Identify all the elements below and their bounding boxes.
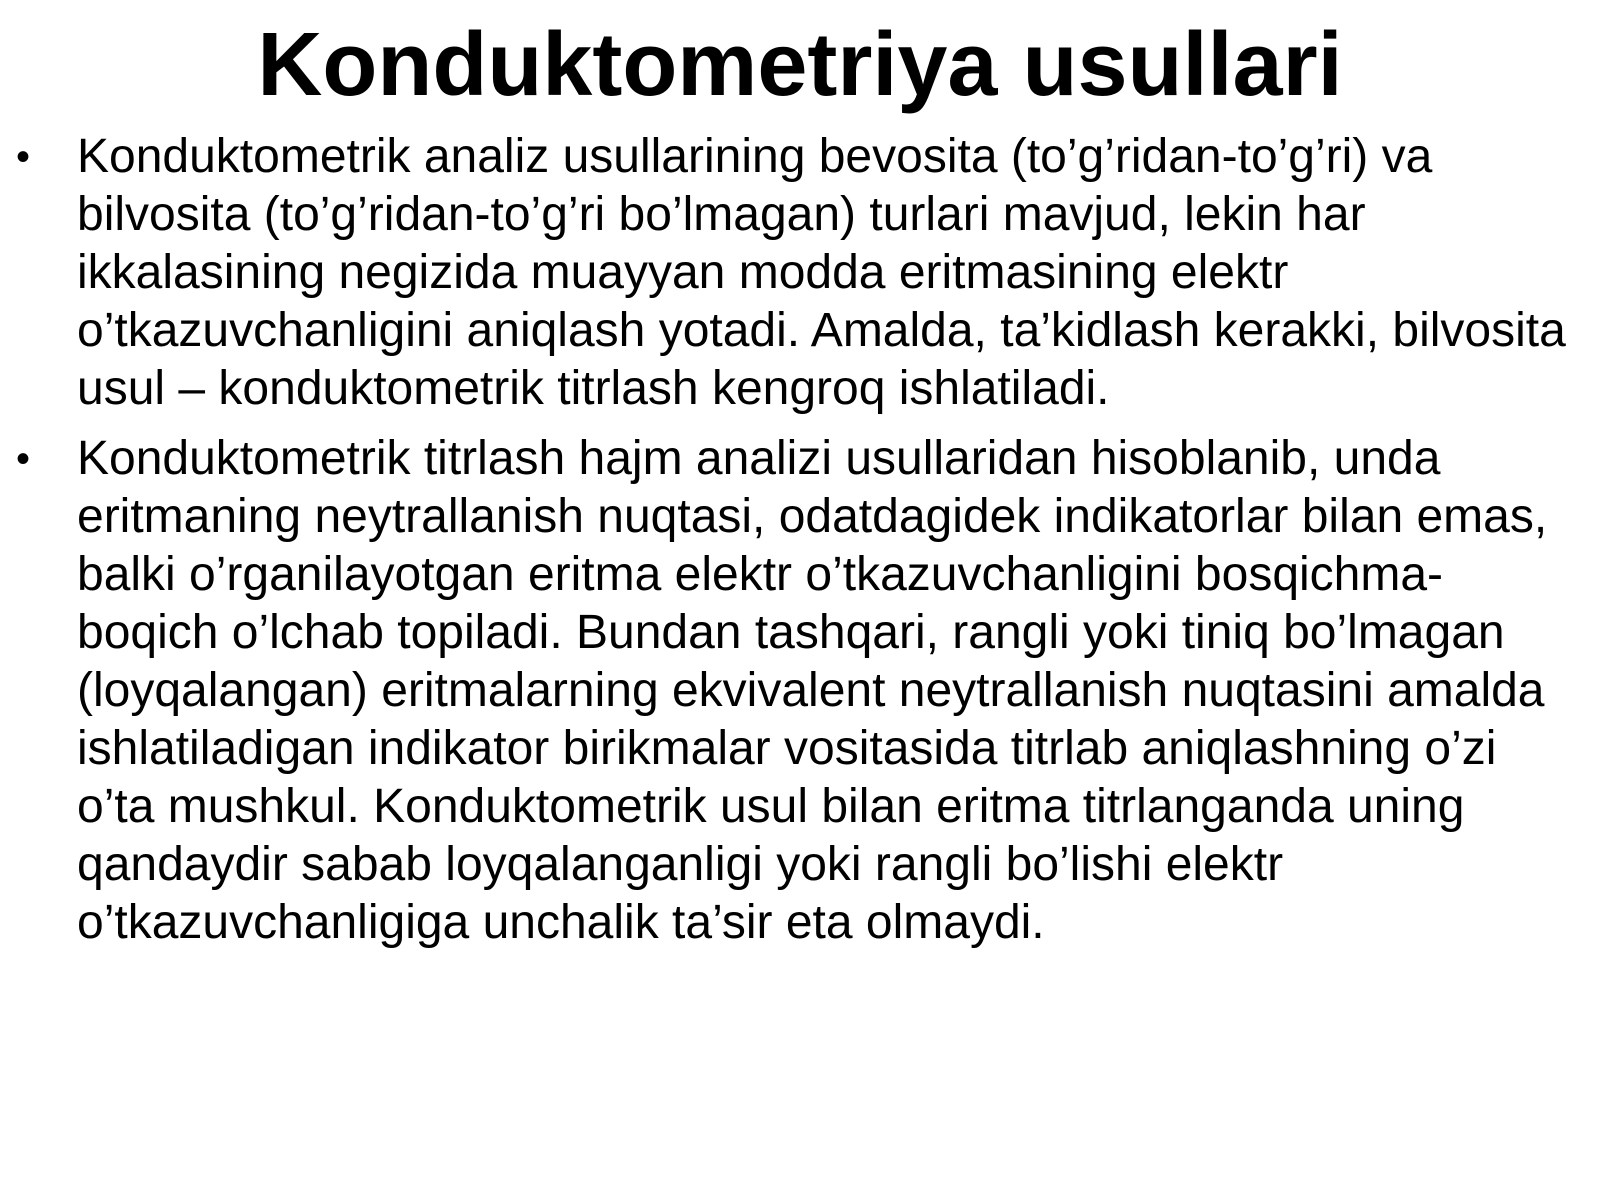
bullet-list [0, 128, 1600, 964]
bullet-marker: • [16, 135, 31, 179]
bullet-text: Konduktometrik titrlash hajm analizi usullaridan hisoblanib, unda eritmaning neytrallanish nuqtasi, odatdagidek indikatorlar bilan emas, balki o’rganilayotgan eritma elektr o’tkazuvchanligini bosqichma-boqich o’lchab topiladi. Bundan tashqari, rangli yoki tiniq bo’lmagan (loyqalangan) eritmalarning ekvivalent neytrallanish nuqtasini amalda ishlatiladigan indikator birikmalar vositasida titrlab aniqlashning o’zi o’ta mushkul. Konduktometrik usul bilan eritma titrlanganda uning qandaydir sabab loyqalanganligi yoki rangli bo’lishi elektr o’tkazuvchanligiga unchalik ta’sir eta olmaydi. [77, 432, 1548, 949]
bullet-marker: • [16, 437, 31, 481]
slide-title: Konduktometriya usullari [257, 15, 1343, 115]
bullet-item [0, 128, 1600, 418]
bullet-text: Konduktometrik analiz usullarining bevosita (to’g’ridan-to’g’ri) va bilvosita (to’g’ridan-to’g’ri bo’lmagan) turlari mavjud, lekin har ikkalasining negizida muayyan modda eritmasining elektr o’tkazuvchanligini aniqlash yotadi. Amalda, ta’kidlash kerakki, bilvosita usul – konduktometrik titrlash kengroq ishlatiladi. [77, 130, 1566, 415]
bullet-item [0, 430, 1600, 952]
